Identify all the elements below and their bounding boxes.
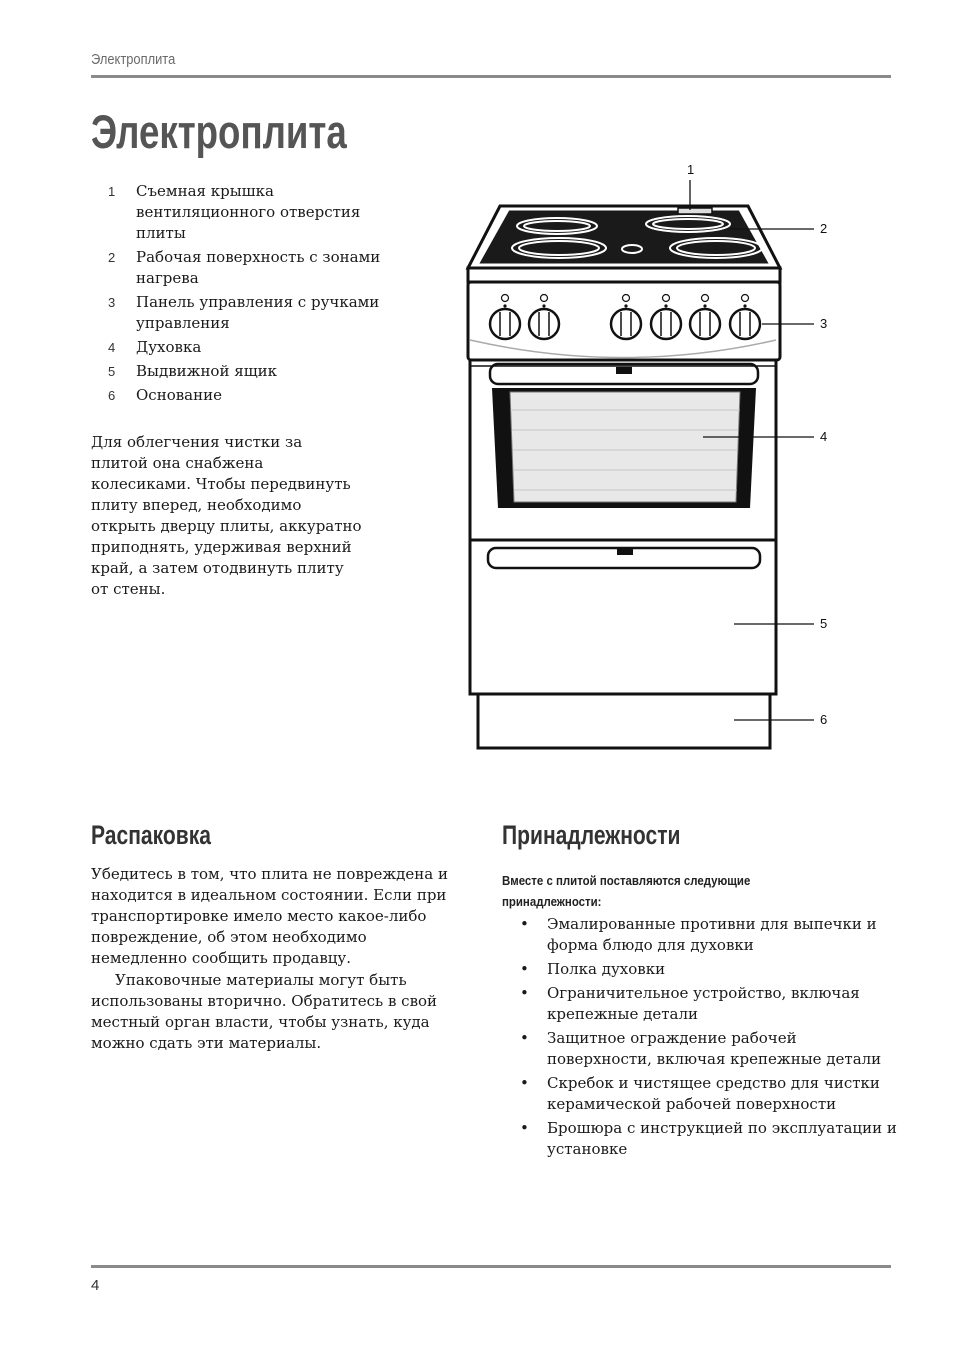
list-item: [520, 1028, 900, 1070]
list-item: [520, 914, 900, 956]
bullet-icon: •: [520, 984, 529, 1002]
list-item: [520, 959, 900, 980]
item-number: 1: [108, 184, 116, 199]
wheels-paragraph: Для облегчения чистки за плитой она снабжена колесиками. Чтобы передвинуть плиту вперед, необходимо открыть дверцу плиты, аккуратно приподнять, удерживая верхний край, а затем отодвинуть плиту от стены.: [91, 433, 362, 598]
bullet-icon: •: [520, 1074, 529, 1092]
item-number: 3: [108, 295, 116, 310]
bullet-icon: •: [520, 1029, 529, 1047]
item-number: 5: [108, 364, 116, 379]
callout-3: 3: [820, 316, 828, 331]
bullet-icon: •: [520, 960, 529, 978]
item-text: Съемная крышка вентиляционного отверстия плиты: [136, 182, 361, 242]
callout-4: 4: [820, 429, 828, 444]
accessories-subheading: Вместе с плитой поставляются следующие принадлежности:: [502, 873, 751, 909]
accessories-list: [520, 914, 900, 1163]
item-text: Ограничительное устройство, включая крепежные детали: [547, 984, 860, 1023]
item-text: Панель управления с ручками управления: [136, 293, 380, 332]
item-text: Духовка: [136, 338, 202, 356]
page-number: 4: [91, 1277, 100, 1294]
list-item: [520, 1118, 900, 1160]
item-text: Эмалированные противни для выпечки и форма блюдо для духовки: [547, 915, 877, 954]
item-text: Полка духовки: [547, 960, 666, 978]
callout-6: 6: [820, 712, 828, 727]
list-item: [520, 983, 900, 1025]
callout-1: 1: [687, 162, 695, 177]
callout-2: 2: [820, 221, 828, 236]
list-item: [520, 1073, 900, 1115]
unpacking-paragraph-1: Убедитесь в том, что плита не повреждена и находится в идеальном состоянии. Если при транспортировке имело место какое-либо повреждение, об этом необходимо немедленно сообщить продавцу.: [91, 865, 448, 967]
bullet-icon: •: [520, 1119, 529, 1137]
item-text: Рабочая поверхность с зонами нагрева: [136, 248, 381, 287]
unpacking-paragraph-2: Упаковочные материалы могут быть использованы вторично. Обратитесь в свой местный орган власти, чтобы узнать, куда можно сдать эти материалы.: [91, 971, 438, 1052]
bullet-icon: •: [520, 915, 529, 933]
running-header: Электроплита: [91, 51, 176, 68]
page-title: Электроплита: [91, 105, 347, 158]
item-text: Брошюра с инструкцией по эксплуатации и установке: [547, 1119, 897, 1158]
unpacking-heading: Распаковка: [91, 820, 211, 850]
item-text: Основание: [136, 386, 222, 404]
item-number: 4: [108, 340, 116, 355]
accessories-heading: Принадлежности: [502, 820, 681, 850]
item-text: Защитное ограждение рабочей поверхности, включая крепежные детали: [547, 1029, 882, 1068]
callout-5: 5: [820, 616, 828, 631]
footer-rule: [91, 1265, 891, 1268]
item-number: 6: [108, 388, 116, 403]
item-text: Выдвижной ящик: [136, 362, 278, 380]
item-number: 2: [108, 250, 116, 265]
item-text: Скребок и чистящее средство для чистки керамической рабочей поверхности: [547, 1074, 880, 1113]
